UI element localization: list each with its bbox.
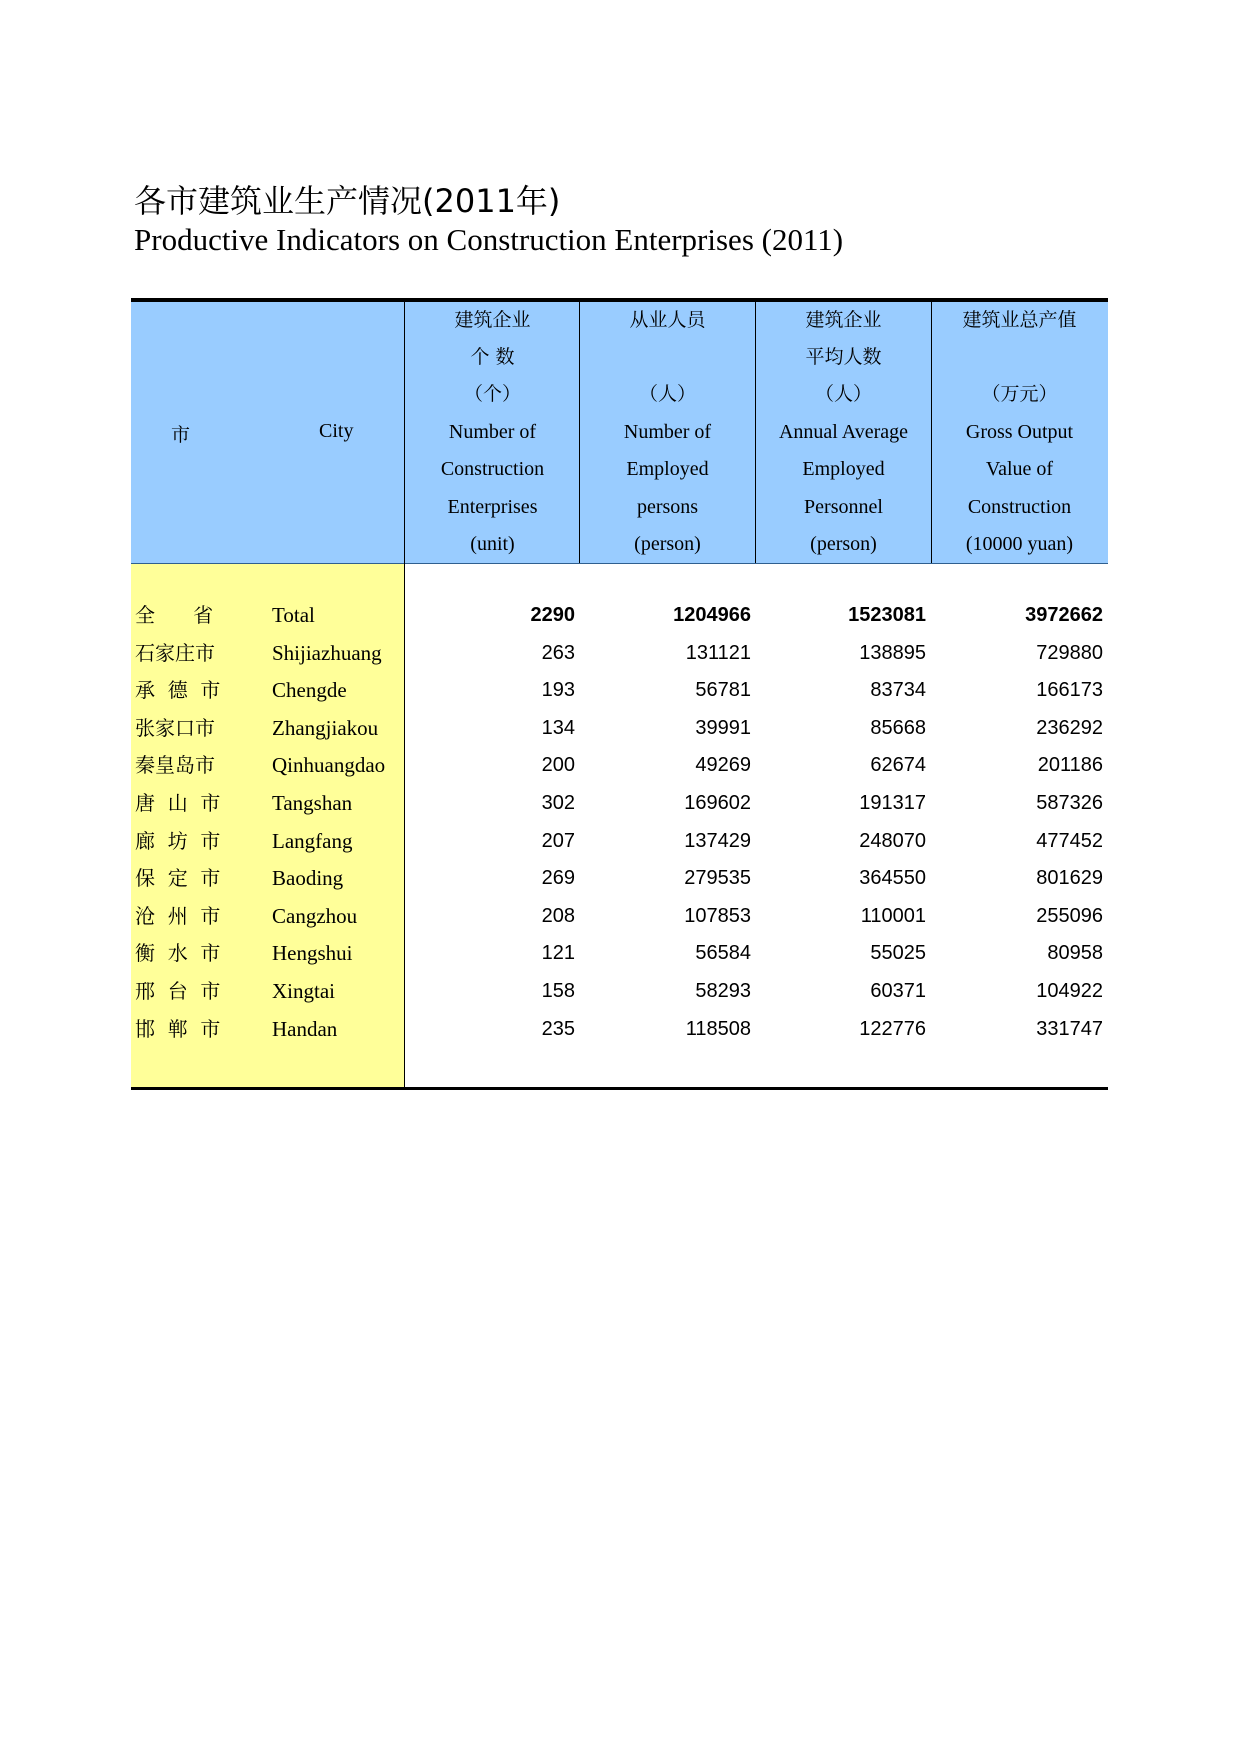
header-line: 建筑企业 bbox=[454, 309, 531, 331]
table-cell-value: 83734 bbox=[870, 679, 926, 702]
table-cell-value: 364550 bbox=[859, 867, 926, 890]
city-name-english: Qinhuangdao bbox=[272, 753, 386, 778]
city-name-english: Handan bbox=[272, 1016, 338, 1041]
table-cell-value: 801629 bbox=[1036, 867, 1103, 890]
table-cell-value: 131121 bbox=[685, 641, 751, 664]
table-row bbox=[131, 709, 1108, 747]
table-cell-value: 248070 bbox=[859, 829, 926, 852]
header-line: 建筑企业 bbox=[805, 309, 882, 331]
table-cell-value: 58293 bbox=[695, 980, 751, 1002]
statistics-table bbox=[131, 298, 1108, 1090]
header-line: 平均人数 bbox=[805, 346, 882, 368]
table-row bbox=[131, 634, 1108, 672]
header-line: Annual Average bbox=[778, 421, 909, 443]
table-cell-value: 3972662 bbox=[1025, 604, 1103, 626]
header-line: Number of bbox=[448, 421, 537, 443]
city-name-english: Xingtai bbox=[272, 979, 335, 1003]
table-cell-value: 56781 bbox=[695, 679, 751, 702]
header-line: Construction bbox=[440, 458, 545, 480]
city-name-chinese: 秦皇岛市 bbox=[135, 753, 215, 778]
table-row bbox=[131, 784, 1108, 822]
table-cell-value: 1204966 bbox=[673, 604, 751, 626]
table-cell-value: 56584 bbox=[695, 942, 751, 965]
city-name-chinese: 廊 坊 市 bbox=[135, 828, 221, 853]
table-cell-value: 200 bbox=[541, 754, 575, 777]
header-line: 建筑业总产值 bbox=[962, 309, 1077, 331]
header-line: Number of bbox=[623, 421, 712, 443]
table-cell-value: 118508 bbox=[685, 1017, 751, 1040]
city-name-english: Total bbox=[272, 603, 315, 627]
table-cell-value: 80958 bbox=[1047, 942, 1103, 965]
city-name-english: Chengde bbox=[272, 678, 347, 703]
header-column-2 bbox=[580, 302, 755, 563]
table-cell-value: 166173 bbox=[1036, 679, 1103, 702]
table-cell-value: 60371 bbox=[870, 980, 926, 1002]
table-cell-value: 302 bbox=[541, 792, 575, 814]
table-cell-value: 201186 bbox=[1037, 754, 1103, 777]
city-name-chinese: 全 省 bbox=[135, 603, 214, 627]
table-row bbox=[131, 1010, 1108, 1048]
city-name-english: Shijiazhuang bbox=[272, 640, 382, 665]
table-cell-value: 279535 bbox=[684, 867, 751, 890]
table-cell-value: 104922 bbox=[1036, 980, 1103, 1002]
city-name-english: Baoding bbox=[272, 866, 344, 891]
header-line: Personnel bbox=[804, 496, 883, 518]
table-row bbox=[131, 822, 1108, 860]
city-name-english: Tangshan bbox=[272, 791, 353, 815]
header-line: 个 数 bbox=[470, 346, 515, 368]
table-cell-value: 85668 bbox=[870, 716, 926, 739]
city-name-chinese: 保 定 市 bbox=[135, 866, 221, 891]
header-line: Value of bbox=[985, 458, 1054, 480]
header-line: （个） bbox=[463, 383, 521, 405]
table-cell-value: 477452 bbox=[1036, 829, 1103, 852]
table-row bbox=[131, 746, 1108, 784]
city-name-english: Hengshui bbox=[272, 941, 353, 966]
table-row bbox=[131, 897, 1108, 935]
header-line: Employed bbox=[802, 458, 885, 480]
header-line: Gross Output bbox=[965, 421, 1074, 443]
header-line: （人） bbox=[814, 383, 872, 405]
header-column-1 bbox=[405, 302, 580, 563]
table-cell-value: 2290 bbox=[530, 604, 575, 626]
table-cell-value: 158 bbox=[541, 980, 575, 1002]
city-name-chinese: 唐 山 市 bbox=[135, 791, 221, 815]
page-title-english: Productive Indicators on Construction Enterprises (2011) bbox=[134, 222, 844, 257]
table-cell-value: 207 bbox=[541, 829, 575, 852]
table-cell-value: 235 bbox=[541, 1017, 575, 1040]
table-cell-value: 191317 bbox=[859, 792, 926, 814]
page-title-chinese: 各市建筑业生产情况(2011年) bbox=[134, 182, 561, 220]
table-cell-value: 62674 bbox=[870, 754, 926, 777]
header-line: 从业人员 bbox=[629, 309, 706, 331]
table-cell-value: 236292 bbox=[1036, 716, 1103, 739]
table-cell-value: 121 bbox=[541, 942, 575, 965]
header-line: Enterprises bbox=[447, 496, 538, 518]
table-row bbox=[131, 972, 1108, 1010]
table-cell-value: 138895 bbox=[859, 641, 926, 664]
header-line: (person) bbox=[810, 533, 877, 555]
header-line: （万元） bbox=[981, 383, 1058, 405]
city-name-chinese: 邯 郸 市 bbox=[135, 1016, 221, 1041]
city-name-chinese: 张家口市 bbox=[135, 715, 215, 740]
city-name-english: Zhangjiakou bbox=[272, 715, 379, 740]
table-cell-value: 39991 bbox=[695, 716, 751, 739]
bottom-rule bbox=[131, 1087, 1108, 1090]
table-cell-value: 331747 bbox=[1036, 1017, 1103, 1040]
city-name-chinese: 沧 州 市 bbox=[135, 903, 221, 928]
table-cell-value: 269 bbox=[541, 867, 575, 890]
city-name-chinese: 石家庄市 bbox=[135, 640, 215, 665]
header-line: Employed bbox=[626, 458, 709, 480]
city-name-english: Cangzhou bbox=[272, 903, 358, 928]
table-row bbox=[131, 859, 1108, 897]
header-line: (10000 yuan) bbox=[965, 533, 1074, 555]
header-line: （人） bbox=[638, 383, 696, 405]
table-cell-value: 263 bbox=[541, 641, 575, 664]
table-cell-value: 1523081 bbox=[848, 604, 926, 626]
table-cell-value: 193 bbox=[541, 679, 575, 702]
header-line: (unit) bbox=[470, 533, 515, 555]
header-city-english: City bbox=[319, 420, 354, 442]
table-row bbox=[131, 934, 1108, 972]
city-name-chinese: 承 德 市 bbox=[135, 678, 221, 703]
table-cell-value: 134 bbox=[541, 716, 575, 739]
table-row bbox=[131, 671, 1108, 709]
table-cell-value: 122776 bbox=[859, 1017, 926, 1040]
table-cell-value: 729880 bbox=[1036, 641, 1103, 664]
city-name-english: Langfang bbox=[272, 828, 353, 853]
header-column-3 bbox=[756, 302, 931, 563]
table-cell-value: 208 bbox=[541, 904, 575, 927]
table-cell-value: 169602 bbox=[684, 792, 751, 814]
table-cell-value: 255096 bbox=[1036, 904, 1103, 927]
table-cell-value: 110001 bbox=[860, 904, 926, 927]
header-column-4 bbox=[932, 302, 1107, 563]
city-name-chinese: 衡 水 市 bbox=[135, 941, 221, 966]
header-line: persons bbox=[636, 496, 699, 518]
city-name-chinese: 邢 台 市 bbox=[135, 979, 221, 1003]
header-city-chinese: 市 bbox=[171, 424, 191, 446]
table-cell-value: 587326 bbox=[1036, 792, 1103, 814]
header-line: Construction bbox=[967, 496, 1072, 518]
header-line: (person) bbox=[634, 533, 701, 555]
table-cell-value: 55025 bbox=[870, 942, 926, 965]
table-cell-value: 137429 bbox=[684, 829, 751, 852]
table-row-total bbox=[131, 596, 1108, 634]
table-cell-value: 107853 bbox=[684, 904, 751, 927]
table-cell-value: 49269 bbox=[695, 754, 751, 777]
